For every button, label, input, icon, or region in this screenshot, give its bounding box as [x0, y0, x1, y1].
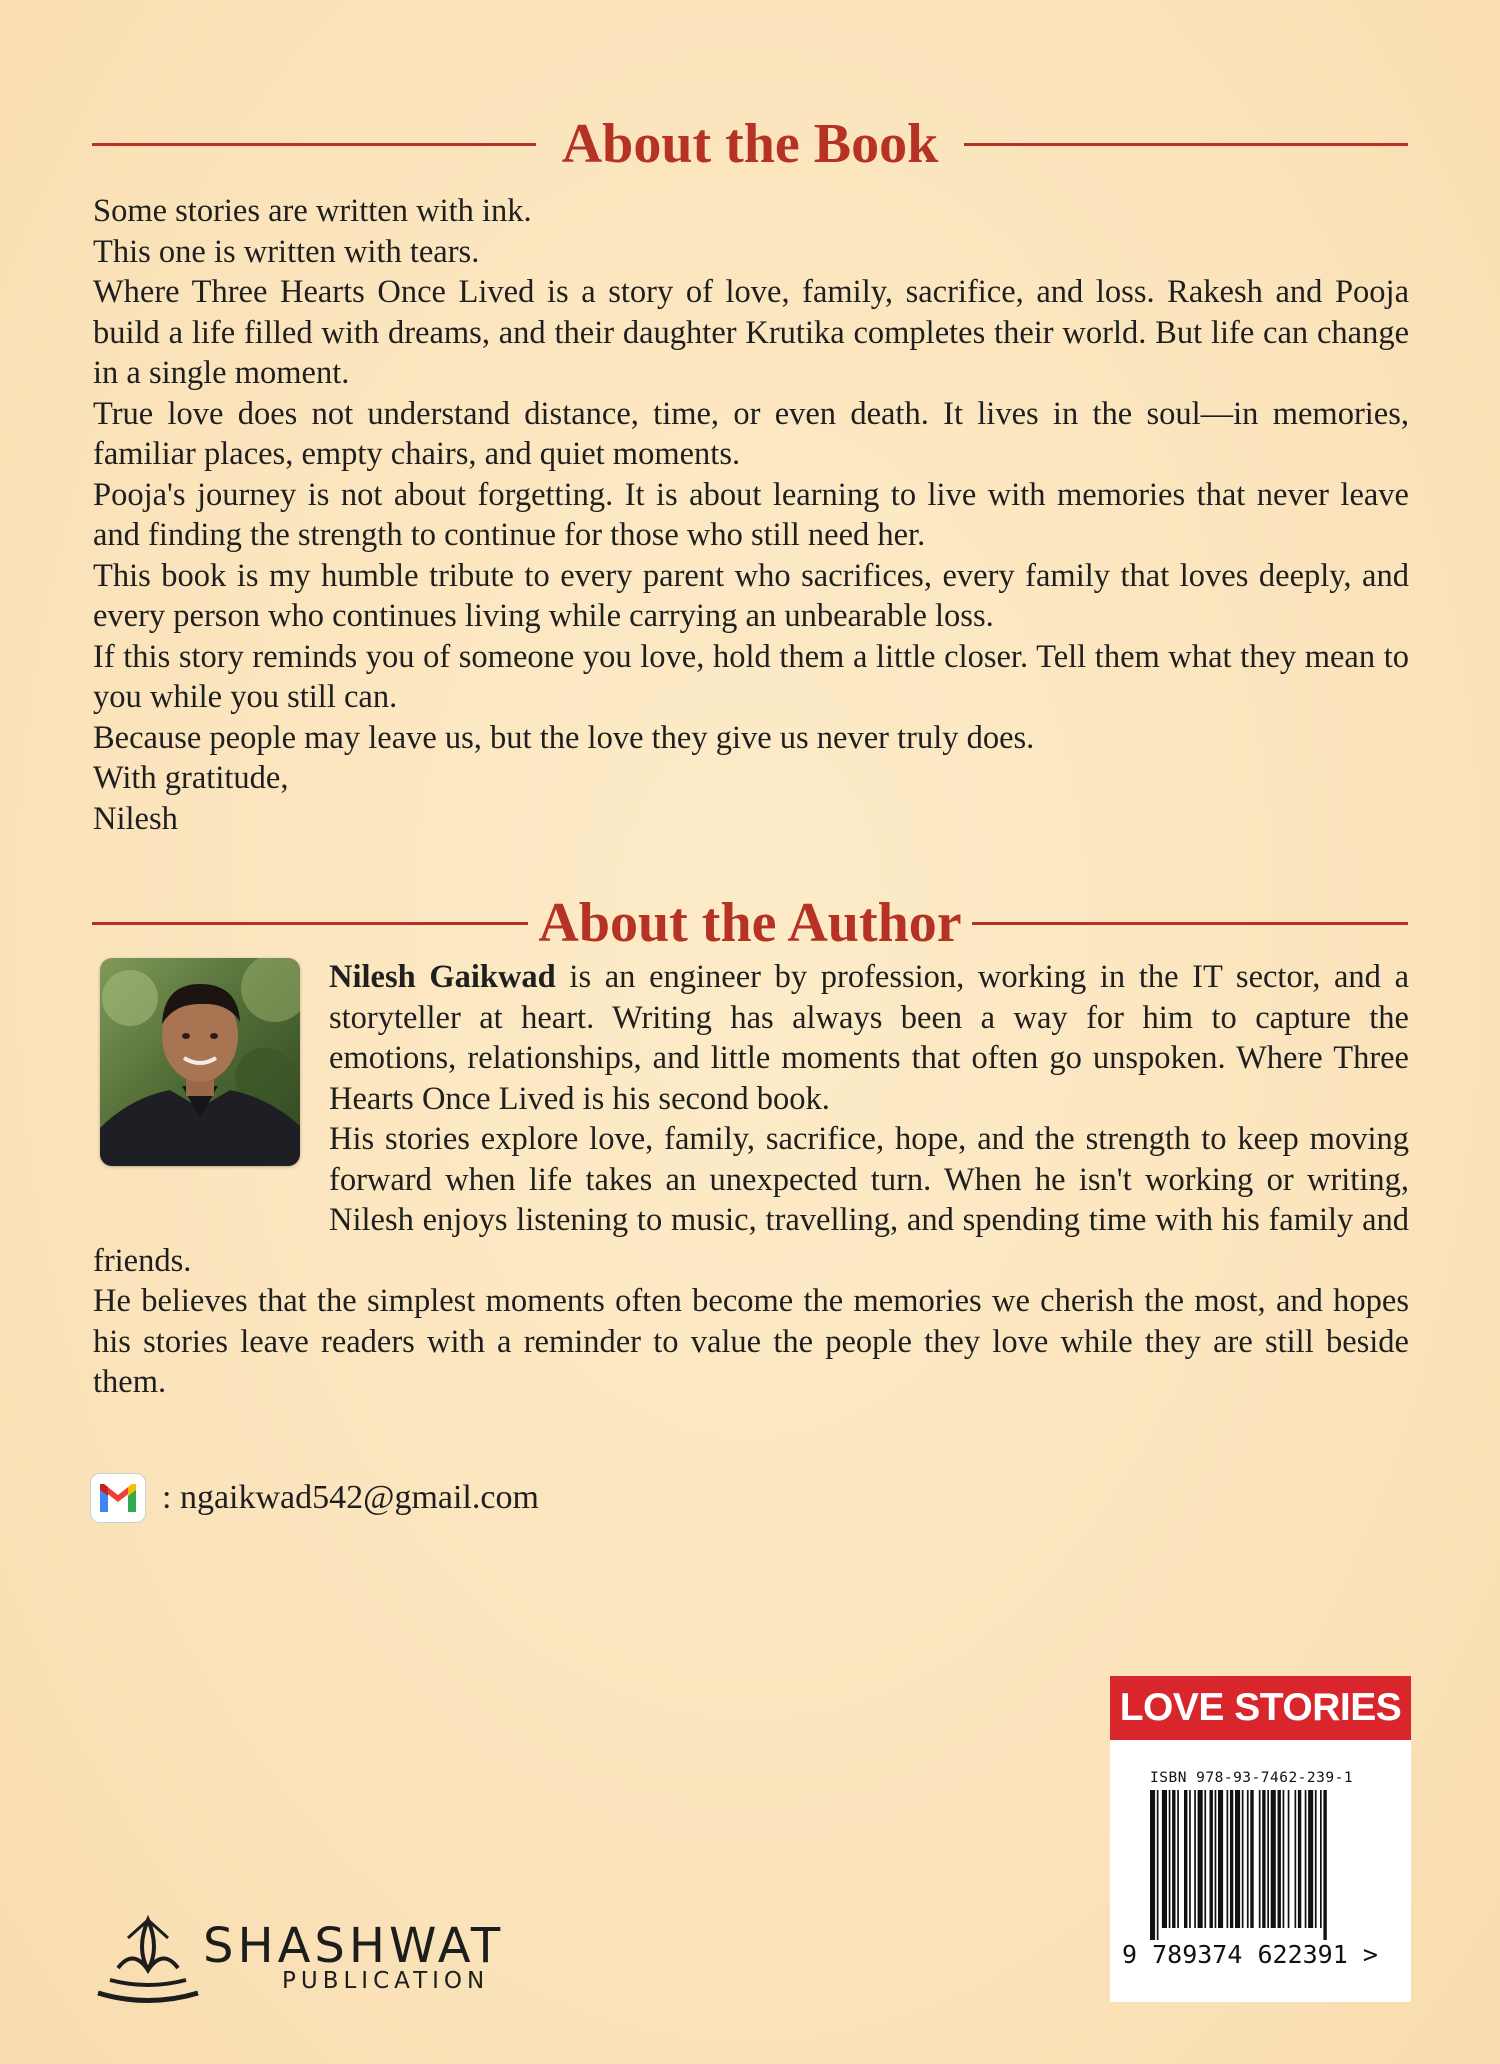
barcode-bar [1162, 1790, 1167, 1928]
barcode-bar [1283, 1790, 1285, 1928]
book-paragraph: Because people may leave us, but the love they give us never truly does. [93, 719, 1035, 756]
barcode-bar [1172, 1790, 1175, 1928]
barcode-bar [1288, 1790, 1290, 1928]
barcode-bar [1189, 1790, 1191, 1928]
author-intro: is an engineer by profession, working in the IT sector, and a storyteller at heart. Writing has always been a way for him to capture the emotions, relationships, and little moments that often go unspoken. Where Three Hearts Once Lived is his second book. [329, 959, 1410, 1117]
isbn-barcode [1110, 1740, 1411, 2002]
barcode-bar [1298, 1790, 1301, 1928]
barcode-bar [1259, 1790, 1261, 1928]
email-contact [90, 1473, 539, 1523]
author-paragraph-2: His stories explore love, family, sacrifice, hope, and the strength to keep moving forward when life takes an unexpected turn. When he isn't working or writing, Nilesh enjoys listening to music, travelling, and spending time with his family and friends. [93, 1121, 1409, 1279]
book-paragraph: Pooja's journey is not about forgetting. It is about learning to live with memories that never leave and finding the strength to continue for those who still need her. [93, 476, 1409, 553]
barcode-bar [1262, 1790, 1265, 1928]
heading-rule-right [964, 143, 1408, 146]
barcode-bar [1184, 1790, 1187, 1928]
barcode-bar [1227, 1790, 1229, 1928]
barcode-bar [1315, 1790, 1317, 1928]
barcode-bar [1305, 1790, 1307, 1928]
about-book-text [93, 191, 1409, 839]
shashwat-logo-icon [88, 1908, 208, 2008]
book-paragraph: True love does not understand distance, time, or even death. It lives in the soul—in memories, familiar places, empty chairs, and quiet moments. [93, 395, 1409, 472]
book-signoff: With gratitude, [93, 760, 289, 796]
barcode-bar [1242, 1790, 1244, 1928]
gmail-icon [90, 1473, 146, 1523]
genre-badge: LOVE STORIES [1110, 1676, 1411, 1740]
barcode-bar [1267, 1790, 1269, 1928]
book-paragraph: If this story reminds you of someone you love, hold them a little closer. Tell them what they mean to you while you still can. [93, 638, 1409, 715]
barcode-bar [1235, 1790, 1240, 1928]
about-author-heading-row [92, 892, 1408, 954]
barcode-bar [1198, 1790, 1203, 1928]
book-paragraph: This one is written with tears. [93, 233, 480, 270]
barcode-bar [1157, 1790, 1159, 1940]
barcode-bar [1210, 1790, 1213, 1928]
about-book-heading: About the Book [561, 113, 939, 175]
book-signature: Nilesh [93, 800, 178, 837]
author-paragraph-3: He believes that the simplest moments often become the memories we cherish the most, and hopes his stories leave readers with a reminder to value the people they love while they are still beside them. [93, 1283, 1409, 1400]
book-paragraph: Where Three Hearts Once Lived is a story of love, family, sacrifice, and loss. Rakesh and Pooja build a life filled with dreams, and their daughter Krutika completes their world. But life can change in a single moment. [93, 274, 1409, 391]
barcode-bar [1194, 1790, 1196, 1928]
isbn-label: ISBN 978-93-7462-239-1 [1150, 1770, 1354, 1786]
barcode-bar [1177, 1790, 1179, 1928]
book-paragraph: This book is my humble tribute to every parent who sacrifices, every family that loves deeply, and every person who continues living while carrying an unbearable loss. [93, 557, 1409, 634]
about-author-text [93, 957, 1409, 1403]
barcode-bar [1230, 1790, 1233, 1928]
publisher-subtitle: PUBLICATION [282, 1968, 490, 1994]
barcode-bar [1250, 1790, 1253, 1928]
barcode-bar [1150, 1790, 1155, 1940]
barcode-bar [1308, 1790, 1313, 1928]
barcode-bar [1215, 1790, 1217, 1928]
barcode-bar [1271, 1790, 1276, 1928]
about-author-heading: About the Author [538, 892, 962, 954]
barcode-bar [1204, 1790, 1206, 1928]
barcode-digits: 9 789374 622391 > [1122, 1940, 1378, 1969]
barcode-bar [1218, 1790, 1223, 1928]
barcode-bar [1247, 1790, 1249, 1928]
heading-rule-left [92, 922, 528, 925]
barcode-bar [1320, 1790, 1322, 1928]
barcode-bar [1295, 1790, 1297, 1928]
barcode-bar [1323, 1790, 1326, 1940]
barcode-bar [1278, 1790, 1281, 1928]
barcode-bar [1169, 1790, 1171, 1928]
author-name: Nilesh Gaikwad [329, 959, 556, 995]
heading-rule-right [972, 922, 1408, 925]
heading-rule-left [92, 143, 536, 146]
barcode-bars [1150, 1790, 1385, 1940]
about-book-heading-row [92, 113, 1408, 175]
email-address: : ngaikwad542@gmail.com [162, 1479, 539, 1516]
book-paragraph: Some stories are written with ink. [93, 193, 532, 229]
publisher-name: SHASHWAT [203, 1918, 505, 1974]
